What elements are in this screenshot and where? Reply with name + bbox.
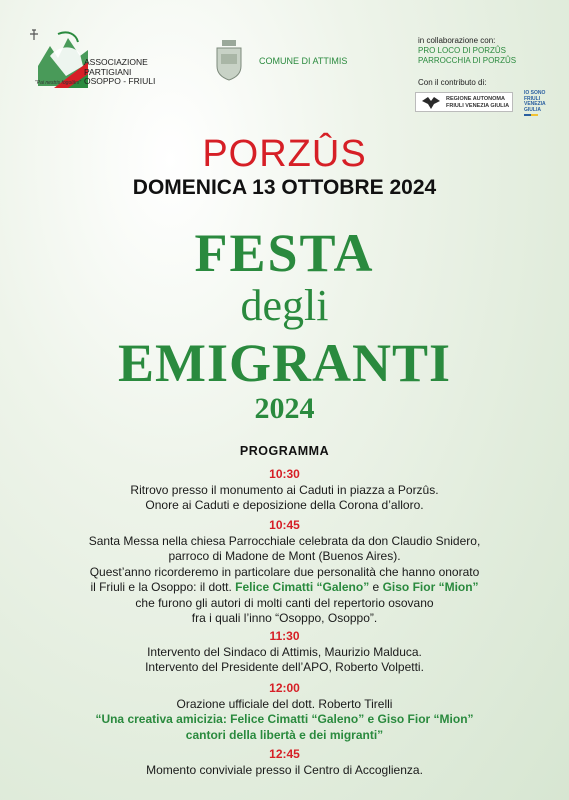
contribution-label: Con il contributo di: — [418, 78, 487, 87]
agenda-line: parroco di Madone de Mont (Buenos Aires). — [168, 549, 401, 563]
agenda-quote: cantori della libertà e dei migranti” — [185, 727, 384, 742]
event-date: DOMENICA 13 OTTOBRE 2024 — [132, 176, 437, 199]
agenda-item — [0, 629, 569, 676]
agenda-item — [0, 467, 569, 514]
agenda-item — [0, 681, 569, 743]
agenda-line: Momento conviviale presso il Centro di Accoglienza. — [146, 762, 423, 777]
agenda-line: Onore ai Caduti e deposizione della Corona d’alloro. — [145, 498, 424, 512]
agenda-line: che furono gli autori di molti canti del repertorio osovano — [135, 595, 434, 610]
regione-logo: REGIONE AUTONOMA FRIULI VENEZIA GIULIA — [415, 92, 513, 112]
agenda-item — [0, 518, 569, 627]
eagle-icon — [420, 95, 442, 110]
agenda-time: 12:00 — [269, 681, 300, 695]
place-title: PORZÛS — [202, 133, 367, 175]
agenda-line: fra i quali l’inno “Osoppo, Osoppo”. — [191, 611, 378, 625]
comune-name: COMUNE DI ATTIMIS — [259, 56, 348, 66]
festa-title-line-2: degli — [240, 281, 329, 330]
agenda-line: Intervento del Presidente dell’APO, Roberto Volpetti. — [145, 660, 424, 674]
agenda-line: Intervento del Sindaco di Attimis, Maurizio Malduca. — [147, 644, 422, 659]
agenda-quote: “Una creativa amicizia: Felice Cimatti “Galeno” e Giso Fior “Mion” — [95, 712, 474, 726]
agenda-line: Santa Messa nella chiesa Parrocchiale celebrata da don Claudio Snidero, — [88, 533, 481, 548]
agenda-line: il Friuli e la Osoppo: il dott. Felice Cimatti “Galeno” e Giso Fior “Mion” — [90, 580, 479, 594]
agenda-line: Ritrovo presso il monumento ai Caduti in piazza a Porzûs. — [130, 482, 439, 497]
agenda-time: 12:45 — [269, 747, 300, 761]
header — [0, 0, 569, 120]
comune-crest-icon — [213, 38, 245, 82]
agenda-line: Orazione ufficiale del dott. Roberto Tirelli — [176, 696, 393, 711]
fvg-flag-icon — [524, 114, 538, 116]
agenda-item — [0, 747, 569, 778]
agenda-time: 11:30 — [269, 629, 300, 643]
festa-title-line-1: FESTA — [194, 223, 375, 283]
io-sono-fvg-logo: IO SONO FRIULI VENEZIA GIULIA — [524, 91, 546, 116]
agenda-time: 10:30 — [269, 467, 300, 481]
collaboration-block: in collaborazione con: PRO LOCO DI PORZÛS PARROCCHIA DI PORZÛS — [418, 36, 517, 65]
festa-year: 2024 — [254, 392, 315, 425]
apo-name: ASSOCIAZIONE PARTIGIANI OSOPPO - FRIULI — [84, 57, 156, 86]
agenda-line: Quest’anno ricorderemo in particolare due personalità che hanno onorato — [89, 564, 480, 579]
agenda-time: 10:45 — [269, 518, 300, 532]
festa-title-line-3: EMIGRANTI — [117, 333, 452, 393]
apo-motto: "Pai nestris fogolârs" — [35, 80, 82, 86]
program-heading: PROGRAMMA — [239, 444, 330, 458]
